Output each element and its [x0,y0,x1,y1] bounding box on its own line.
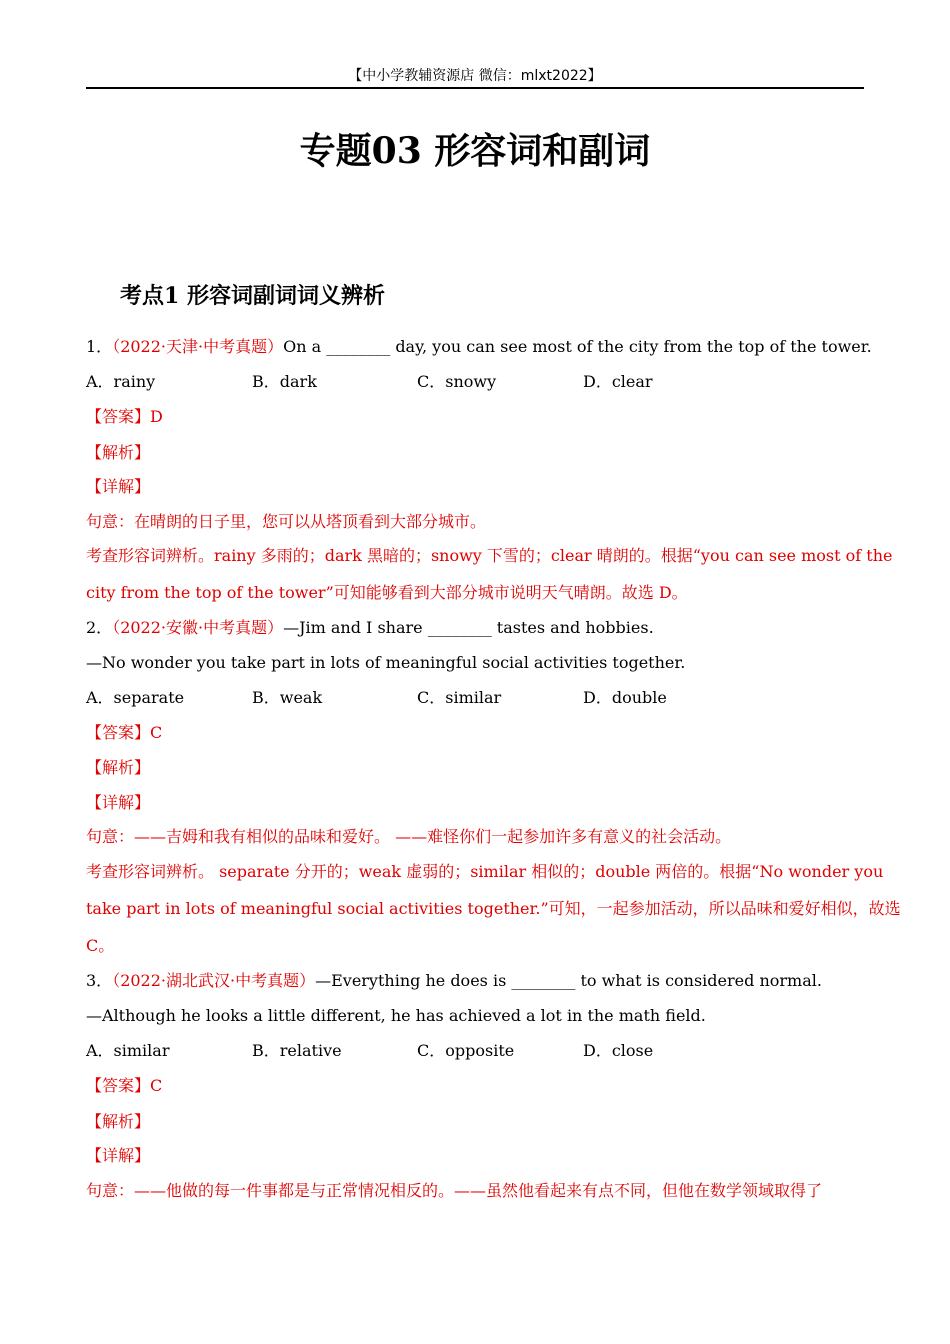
answer-label: 【答案】D [86,407,163,426]
question-2-stem [86,617,864,639]
section-heading: 考点1 形容词副词词义辨析 [120,283,385,309]
question-text: —Jim and I share ________ tastes and hobbies. [283,618,654,637]
option-b: B．weak [252,688,323,707]
explanation-line: 考查形容词辨析。 separate 分开的；weak 虚弱的；similar 相似的；double 两倍的。根据“No wonder you [86,862,884,881]
analysis-label: 【解析】 [86,758,151,777]
question-3-response: —Although he looks a little different, he has achieved a lot in the math field. [86,1006,706,1025]
analysis-label: 【解析】 [86,1112,151,1131]
question-text: —Everything he does is ________ to what is considered normal. [315,971,822,990]
question-source: （2022·安徽·中考真题） [112,618,284,637]
question-source: （2022·天津·中考真题） [112,337,284,356]
detail-label: 【详解】 [86,793,151,812]
explanation-line: city from the top of the tower”可知能够看到大部分城市说明天气晴朗。故选 D。 [86,583,688,602]
sentence-meaning: 句意：在晴朗的日子里，您可以从塔顶看到大部分城市。 [86,512,487,531]
question-number: 2． [86,618,113,637]
explanation-line: 考查形容词辨析。rainy 多雨的；dark 黑暗的；snowy 下雪的；clear 晴朗的。根据“you can see most of the [86,546,893,565]
question-1-stem [86,336,872,358]
answer-label: 【答案】C [86,723,163,742]
sentence-meaning: 句意：——吉姆和我有相似的品味和爱好。 ——难怪你们一起参加许多有意义的社会活动。 [86,827,732,846]
question-2-response: —No wonder you take part in lots of meaningful social activities together. [86,653,686,672]
option-c: C．similar [417,688,502,707]
question-3-stem [86,970,864,992]
option-b: B．dark [252,372,317,391]
analysis-label: 【解析】 [86,443,151,462]
option-a: A．similar [86,1041,170,1060]
option-d: D．double [583,688,667,707]
document-title: 专题03 形容词和副词 [299,130,651,172]
option-c: C．snowy [417,372,497,391]
option-a: A．rainy [86,372,156,391]
option-a: A．separate [86,688,185,707]
question-source: （2022·湖北武汉·中考真题） [112,971,316,990]
header-divider [86,87,864,89]
option-c: C．opposite [417,1041,515,1060]
question-text: On a ________ day, you can see most of the city from the top of the tower. [283,337,872,356]
sentence-meaning: 句意：——他做的每一件事都是与正常情况相反的。——虽然他看起来有点不同，但他在数学领域取得了 [86,1181,823,1200]
question-number: 1． [86,337,113,356]
detail-label: 【详解】 [86,1146,151,1165]
option-d: D．clear [583,372,653,391]
explanation-line: C。 [86,936,115,955]
explanation-line: take part in lots of meaningful social activities together.”可知，一起参加活动，所以品味和爱好相似，故选 [86,899,901,918]
option-d: D．close [583,1041,654,1060]
question-number: 3． [86,971,113,990]
page-header: 【中小学教辅资源店 微信：mlxt2022】 [348,68,602,84]
detail-label: 【详解】 [86,477,151,496]
option-b: B．relative [252,1041,342,1060]
answer-label: 【答案】C [86,1076,163,1095]
